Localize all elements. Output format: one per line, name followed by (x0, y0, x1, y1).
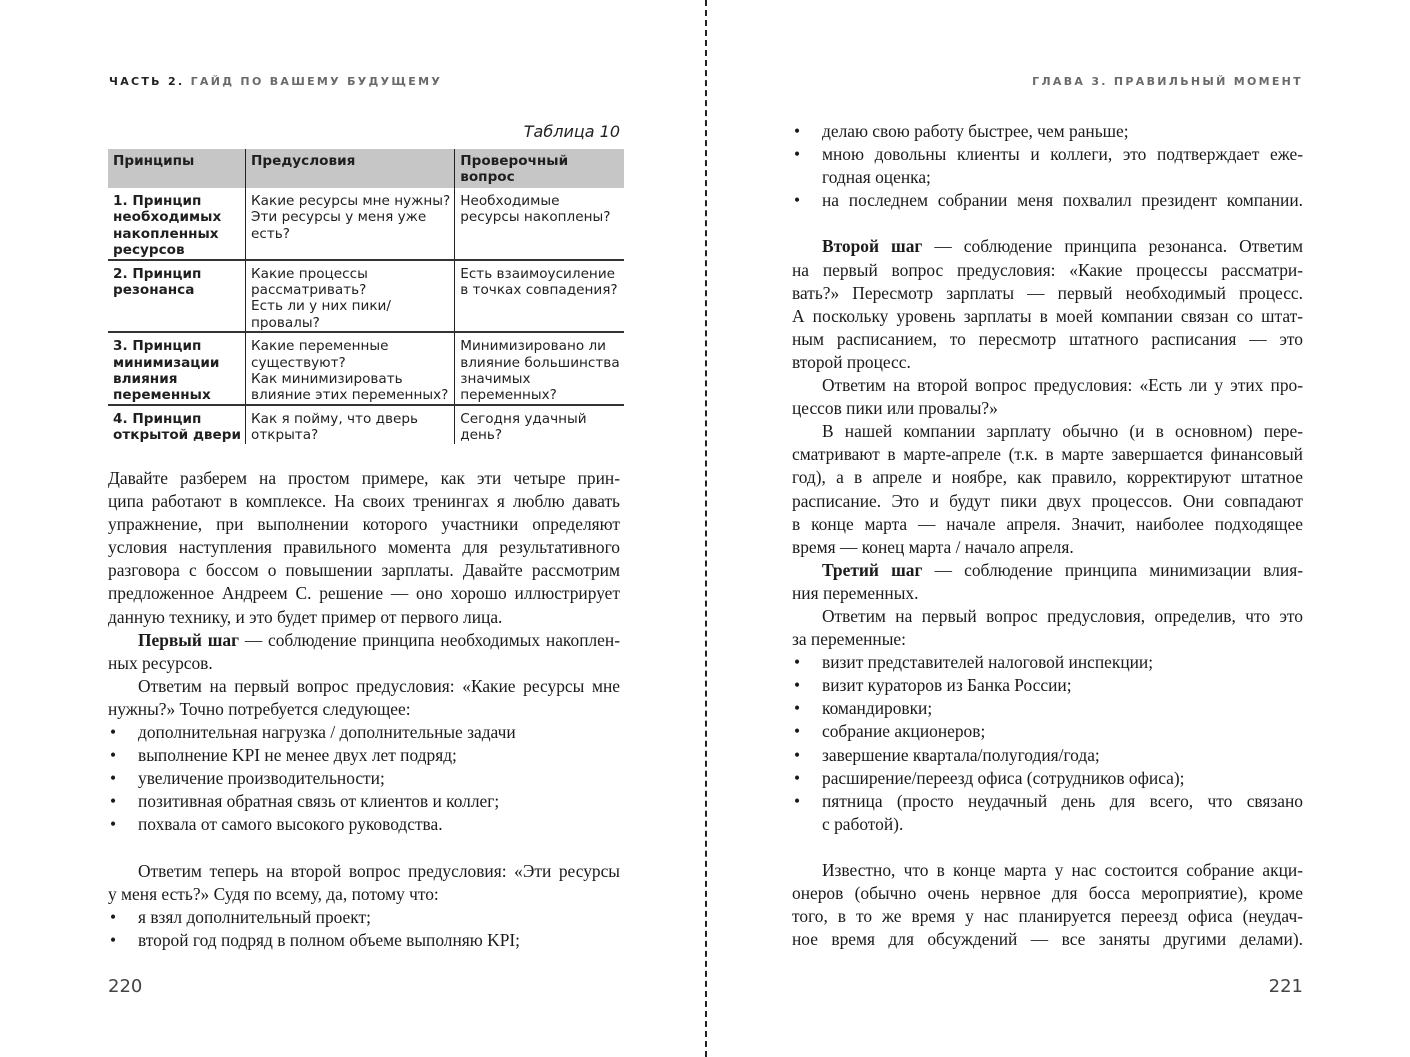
table-cell-text: Как минимизировать (251, 371, 403, 388)
text-line (792, 420, 1303, 443)
bullet-item-line (108, 906, 620, 929)
table-row (108, 188, 624, 260)
line-text: делаю свою работу быстрее, чем раньше; (822, 121, 1129, 141)
table-cell (246, 332, 455, 405)
line-text: выполнение KPI не менее двух лет подряд; (138, 745, 457, 766)
text-line (108, 629, 620, 652)
bullet-icon: • (110, 745, 117, 766)
right-page-body (792, 120, 1303, 951)
line-text: второй год подряд в полном объеме выполняю KPI; (138, 929, 520, 950)
text-line (792, 397, 1303, 420)
table-cell-text: Есть взаимоусиление (460, 265, 616, 282)
text-line (108, 698, 620, 721)
text-line (108, 559, 620, 582)
text-line (792, 559, 1303, 582)
bold-step-label: Второй шаг (822, 236, 923, 257)
text-line (792, 305, 1303, 328)
text-line (792, 859, 1303, 882)
bullet-item-line (792, 767, 1303, 790)
line-text: с работой). (822, 813, 904, 834)
table-header-cell (246, 149, 455, 188)
text-line (792, 905, 1303, 928)
table-cell-text: Как я пойму, что дверь (251, 410, 418, 427)
line-text: ное время для обсуждений — все заняты другими делами). (792, 929, 1303, 950)
bullet-icon: • (794, 190, 801, 211)
text-line (108, 652, 620, 675)
table-row (108, 405, 624, 444)
bullet-icon: • (794, 698, 801, 719)
text-line (792, 536, 1303, 559)
bullet-icon: • (794, 675, 801, 696)
line-text: Ответим на второй вопрос предусловия: «Есть ли у этих про- (822, 375, 1303, 396)
bullet-item-line (792, 143, 1303, 166)
line-text: вать?» Пересмотр зарплаты — первый необходимый процесс. (792, 282, 1303, 303)
line-text: год), а в апреле и ноябре, как правило, корректируют штатное (792, 467, 1303, 488)
line-text: мною довольны клиенты и коллеги, это подтверждает еже- (822, 144, 1303, 165)
text-line (108, 675, 620, 698)
bullet-icon: • (110, 906, 117, 927)
table-cell-text: 4. Принцип (113, 410, 202, 427)
bullet-icon: • (110, 791, 117, 812)
table-cell-text: влияние этих переменных? (251, 387, 449, 404)
line-text: — соблюдение принципа резонанса. Ответим (922, 236, 1303, 257)
table-row (108, 260, 624, 333)
blank-line (108, 837, 620, 860)
text-line (108, 490, 620, 513)
blank-line (792, 836, 1303, 859)
line-text: у меня есть?» Судя по всему, да, потому что: (108, 883, 439, 904)
table-header-cell (108, 149, 246, 188)
table-cell-text: Какие ресурсы мне нужны? (251, 193, 451, 209)
line-text: завершение квартала/полугодия/года; (822, 744, 1100, 765)
bullet-item-line (792, 790, 1303, 813)
table-cell-text: в точках совпадения? (460, 282, 618, 299)
line-text: ным расписанием, то пересмотр штатного расписания — это (792, 328, 1303, 349)
text-line (792, 443, 1303, 466)
bullet-item-line (108, 813, 620, 836)
line-text: расписание. Это и будут пики двух процессов. Они совпадают (792, 490, 1303, 511)
table-header-text: Принципы (113, 153, 195, 169)
table-cell-text: 3. Принцип (113, 338, 202, 355)
bullet-icon: • (794, 721, 801, 742)
line-text: годная оценка; (822, 167, 931, 188)
table-cell (108, 188, 246, 260)
bullet-item-line (792, 697, 1303, 720)
table-cell (108, 405, 246, 444)
line-text: в конце марта — начале апреля. Значит, наиболее подходящее (792, 513, 1303, 534)
table-cell-text: есть? (251, 225, 290, 242)
left-page-body (108, 467, 620, 952)
table-cell-text: ресурсов (113, 242, 185, 259)
table-cell (455, 332, 624, 405)
text-line (792, 374, 1303, 397)
bullet-item-line (108, 744, 620, 767)
line-text: командировки; (822, 698, 933, 719)
bullet-item-line (792, 166, 1303, 189)
bullet-icon: • (794, 790, 801, 811)
table-cell (455, 188, 624, 260)
text-line (792, 882, 1303, 905)
line-text: сматривают в марте-апреле (т.к. в марте завершается финансовый (792, 444, 1303, 465)
table-cell (455, 260, 624, 333)
bullet-item-line (108, 721, 620, 744)
table-cell (108, 332, 246, 405)
table-cell-text: день? (460, 427, 503, 444)
text-line (792, 605, 1303, 628)
bullet-icon: • (110, 768, 117, 789)
table-cell-text: Есть ли у них пики/ (251, 298, 391, 315)
line-text: предложенное Андреем С. решение — оно хорошо иллюстрирует (108, 583, 620, 604)
line-text: увеличение производительности; (138, 768, 385, 789)
table-cell (108, 260, 246, 333)
text-line (792, 328, 1303, 351)
line-text: собрание акционеров; (822, 721, 986, 742)
bullet-item-line (792, 651, 1303, 674)
text-line (792, 582, 1303, 605)
page-number-right: 221 (1268, 976, 1303, 997)
bold-step-label: Третий шаг (822, 559, 923, 580)
table-cell-text: Необходимые (460, 193, 560, 209)
line-text: — соблюдение принципа минимизации влия- (922, 559, 1303, 580)
text-line (108, 860, 620, 883)
line-text: данную технику, и это будет пример от первого лица. (108, 606, 503, 627)
text-line (792, 351, 1303, 374)
table-cell-text: 2. Принцип (113, 265, 202, 282)
text-line (792, 490, 1303, 513)
line-text: Ответим теперь на второй вопрос предусловия: «Эти ресурсы (138, 860, 620, 881)
table-cell-text: переменных (113, 387, 211, 404)
line-text: того, в то же время у нас планируется переезд офиса (неудач- (792, 906, 1303, 927)
line-text: пятница (просто неудачный день для всего, что связано (822, 790, 1303, 811)
table-caption: Таблица 10 (523, 122, 620, 141)
table-cell-text: Сегодня удачный (460, 410, 587, 427)
text-line (108, 582, 620, 605)
line-text: второй процесс. (792, 351, 911, 372)
line-text: упражнение, при выполнении которого участники определяют (108, 514, 620, 535)
table-cell-text: резонанса (113, 282, 195, 299)
bullet-icon: • (794, 121, 801, 141)
line-text: дополнительная нагрузка / дополнительные задачи (138, 722, 516, 743)
table-cell-text: Какие переменные (251, 338, 389, 355)
table-row (108, 332, 624, 405)
bullet-icon: • (794, 652, 801, 673)
text-line (108, 883, 620, 906)
table-cell-text: открыта? (251, 427, 319, 444)
line-text: — соблюдение принципа необходимых накоплен- (239, 629, 620, 650)
bullet-item-line (792, 674, 1303, 697)
bullet-item-line (108, 790, 620, 813)
table-cell-text: существуют? (251, 354, 346, 371)
bullet-item-line (792, 189, 1303, 212)
line-text: Ответим на первый вопрос предусловия: «Какие ресурсы мне (138, 675, 620, 696)
running-head-part: ЧАСТЬ 2. (109, 75, 185, 88)
line-text: визит кураторов из Банка России; (822, 675, 1072, 696)
line-text: ных ресурсов. (108, 652, 213, 673)
table-cell-text: влияние большинства (460, 354, 620, 371)
table-cell-text: влияния (113, 371, 178, 388)
running-head-right: ГЛАВА 3. ПРАВИЛЬНЫЙ МОМЕНТ (1032, 75, 1303, 88)
bullet-icon: • (794, 744, 801, 765)
bullet-item-line (792, 720, 1303, 743)
bullet-icon: • (110, 722, 117, 743)
text-line (792, 259, 1303, 282)
table-header-text: Проверочный (460, 153, 569, 169)
page-gutter-divider (705, 0, 707, 1057)
table-cell-text: Эти ресурсы у меня уже (251, 209, 427, 226)
line-text: ния переменных. (792, 582, 919, 603)
table-cell-text: 1. Принцип (113, 193, 202, 209)
text-line (108, 467, 620, 490)
table-cell-text: открытой двери (113, 427, 241, 444)
bold-step-label: Первый шаг (138, 629, 239, 650)
text-line (108, 606, 620, 629)
table-cell-text: накопленных (113, 225, 219, 242)
table-cell (246, 260, 455, 333)
bullet-item-line (108, 929, 620, 952)
table-cell-text: провалы? (251, 314, 320, 331)
text-line (792, 235, 1303, 258)
table-header-text: вопрос (460, 169, 515, 186)
line-text: онеров (обычно очень нервное для босса мероприятие), кроме (792, 883, 1303, 904)
table-cell-text: рассматривать? (251, 282, 367, 299)
text-line (792, 628, 1303, 651)
line-text: цессов пики или провалы?» (792, 398, 998, 419)
line-text: разговора с боссом о повышении зарплаты. Давайте рассмотрим (108, 560, 620, 581)
bullet-icon: • (794, 767, 801, 788)
line-text: на первый вопрос предусловия: «Какие процессы рассматри- (792, 259, 1303, 280)
bullet-item-line (792, 120, 1303, 143)
line-text: на последнем собрании меня похвалил президент компании. (822, 190, 1303, 211)
line-text: я взял дополнительный проект; (138, 906, 371, 927)
blank-line (792, 212, 1303, 235)
table-cell-text: Какие процессы (251, 265, 368, 282)
bullet-icon: • (794, 144, 801, 165)
table-cell-text: переменных? (460, 387, 557, 404)
line-text: за переменные: (792, 629, 906, 650)
text-line (108, 536, 620, 559)
table-cell (455, 405, 624, 444)
line-text: время — конец марта / начало апреля. (792, 536, 1074, 557)
running-head-title: ГАЙД ПО ВАШЕМУ БУДУЩЕМУ (190, 75, 443, 88)
table-cell-text: значимых (460, 371, 531, 388)
table-cell-text: необходимых (113, 209, 222, 226)
table-header-text: Предусловия (251, 153, 356, 169)
line-text: позитивная обратная связь от клиентов и коллег; (138, 791, 500, 812)
text-line (792, 513, 1303, 536)
page-number-left: 220 (108, 976, 143, 997)
bullet-item-line (792, 744, 1303, 767)
line-text: В нашей компании зарплату обычно (и в основном) пере- (822, 421, 1303, 442)
text-line (792, 282, 1303, 305)
bullet-icon: • (110, 814, 117, 835)
principles-table (108, 149, 624, 444)
text-line (108, 513, 620, 536)
table-cell-text: минимизации (113, 354, 220, 371)
running-head-left (109, 75, 442, 88)
bullet-item-line (792, 813, 1303, 836)
line-text: нужны?» Точно потребуется следующее: (108, 698, 411, 719)
line-text: Известно, что в конце марта у нас состоится собрание акци- (822, 860, 1303, 880)
line-text: похвала от самого высокого руководства. (138, 814, 443, 835)
table-cell (246, 405, 455, 444)
line-text: условия наступления правильного момента для результативного (108, 537, 620, 558)
line-text: ципа работают в комплексе. На своих тренингах я люблю давать (108, 491, 620, 512)
line-text: Ответим на первый вопрос предусловия, определив, что это (822, 605, 1303, 626)
line-text: визит представителей налоговой инспекции; (822, 652, 1154, 673)
bullet-item-line (108, 767, 620, 790)
bullet-icon: • (110, 929, 117, 950)
table-header-cell (455, 149, 624, 188)
text-line (792, 928, 1303, 951)
line-text: А поскольку уровень зарплаты в моей компании связан со штат- (792, 305, 1303, 326)
table-cell-text: Минимизировано ли (460, 338, 607, 355)
line-text: Давайте разберем на простом примере, как эти четыре прин- (108, 468, 620, 488)
table-cell-text: ресурсы накоплены? (460, 209, 611, 226)
line-text: расширение/переезд офиса (сотрудников офиса); (822, 767, 1185, 788)
text-line (792, 466, 1303, 489)
table-header-row (108, 149, 624, 188)
table-cell (246, 188, 455, 260)
